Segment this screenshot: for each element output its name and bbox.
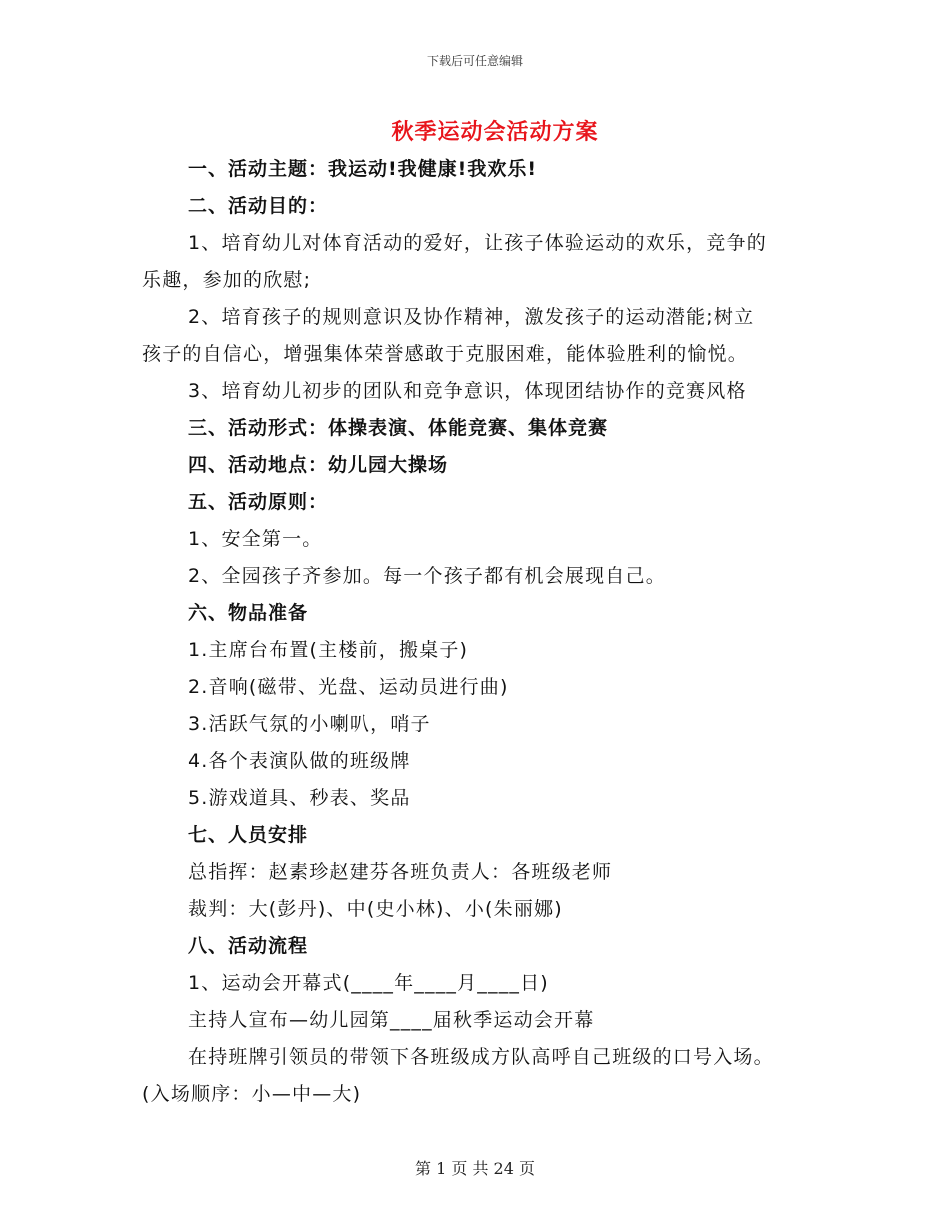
- list-item: 2、全园孩子齐参加。每一个孩子都有机会展现自己。: [188, 565, 666, 587]
- paragraph-line: (入场顺序：小—中—大): [142, 1083, 362, 1105]
- paragraph-line: 总指挥：赵素珍赵建芬各班负责人：各班级老师: [188, 861, 613, 883]
- list-item: 3.活跃气氛的小喇叭，哨子: [188, 713, 431, 735]
- list-item: 1、运动会开幕式(____年____月____日): [188, 972, 549, 994]
- section-heading-theme: 一、活动主题：我运动!我健康!我欢乐!: [188, 158, 537, 180]
- section-heading-purpose: 二、活动目的：: [188, 195, 329, 217]
- list-item: 4.各个表演队做的班级牌: [188, 750, 411, 772]
- section-heading-location: 四、活动地点：幼儿园大操场: [188, 454, 449, 476]
- section-heading-principles: 五、活动原则：: [188, 491, 329, 513]
- section-heading-process: 八、活动流程: [188, 935, 309, 957]
- paragraph-line: 1、培育幼儿对体育活动的爱好，让孩子体验运动的欢乐，竞争的: [188, 232, 767, 254]
- document-title: 秋季运动会活动方案: [391, 120, 599, 145]
- list-item: 1、安全第一。: [188, 528, 323, 550]
- paragraph-line: 3、培育幼儿初步的团队和竞争意识，体现团结协作的竞赛风格: [188, 380, 747, 402]
- paragraph-line: 主持人宣布—幼儿园第____届秋季运动会开幕: [188, 1009, 595, 1031]
- paragraph-line: 孩子的自信心，增强集体荣誉感敢于克服困难，能体验胜利的愉悦。: [142, 343, 749, 365]
- paragraph-line: 乐趣，参加的欣慰;: [142, 269, 312, 291]
- page-footer: 第 1 页 共 24 页: [415, 1159, 535, 1178]
- list-item: 1.主席台布置(主楼前，搬桌子): [188, 639, 469, 661]
- list-item: 5.游戏道具、秒表、奖品: [188, 787, 411, 809]
- paragraph-line: 在持班牌引领员的带领下各班级成方队高呼自己班级的口号入场。: [188, 1046, 774, 1068]
- section-heading-format: 三、活动形式：体操表演、体能竞赛、集体竞赛: [188, 417, 609, 439]
- list-item: 2.音响(磁带、光盘、运动员进行曲): [188, 676, 509, 698]
- page-header: 下载后可任意编辑: [426, 54, 523, 68]
- section-heading-staff: 七、人员安排: [188, 824, 309, 846]
- paragraph-line: 裁判：大(彭丹)、中(史小林)、小(朱丽娜): [188, 898, 563, 920]
- paragraph-line: 2、培育孩子的规则意识及协作精神，激发孩子的运动潜能;树立: [188, 306, 755, 328]
- section-heading-supplies: 六、物品准备: [188, 602, 309, 624]
